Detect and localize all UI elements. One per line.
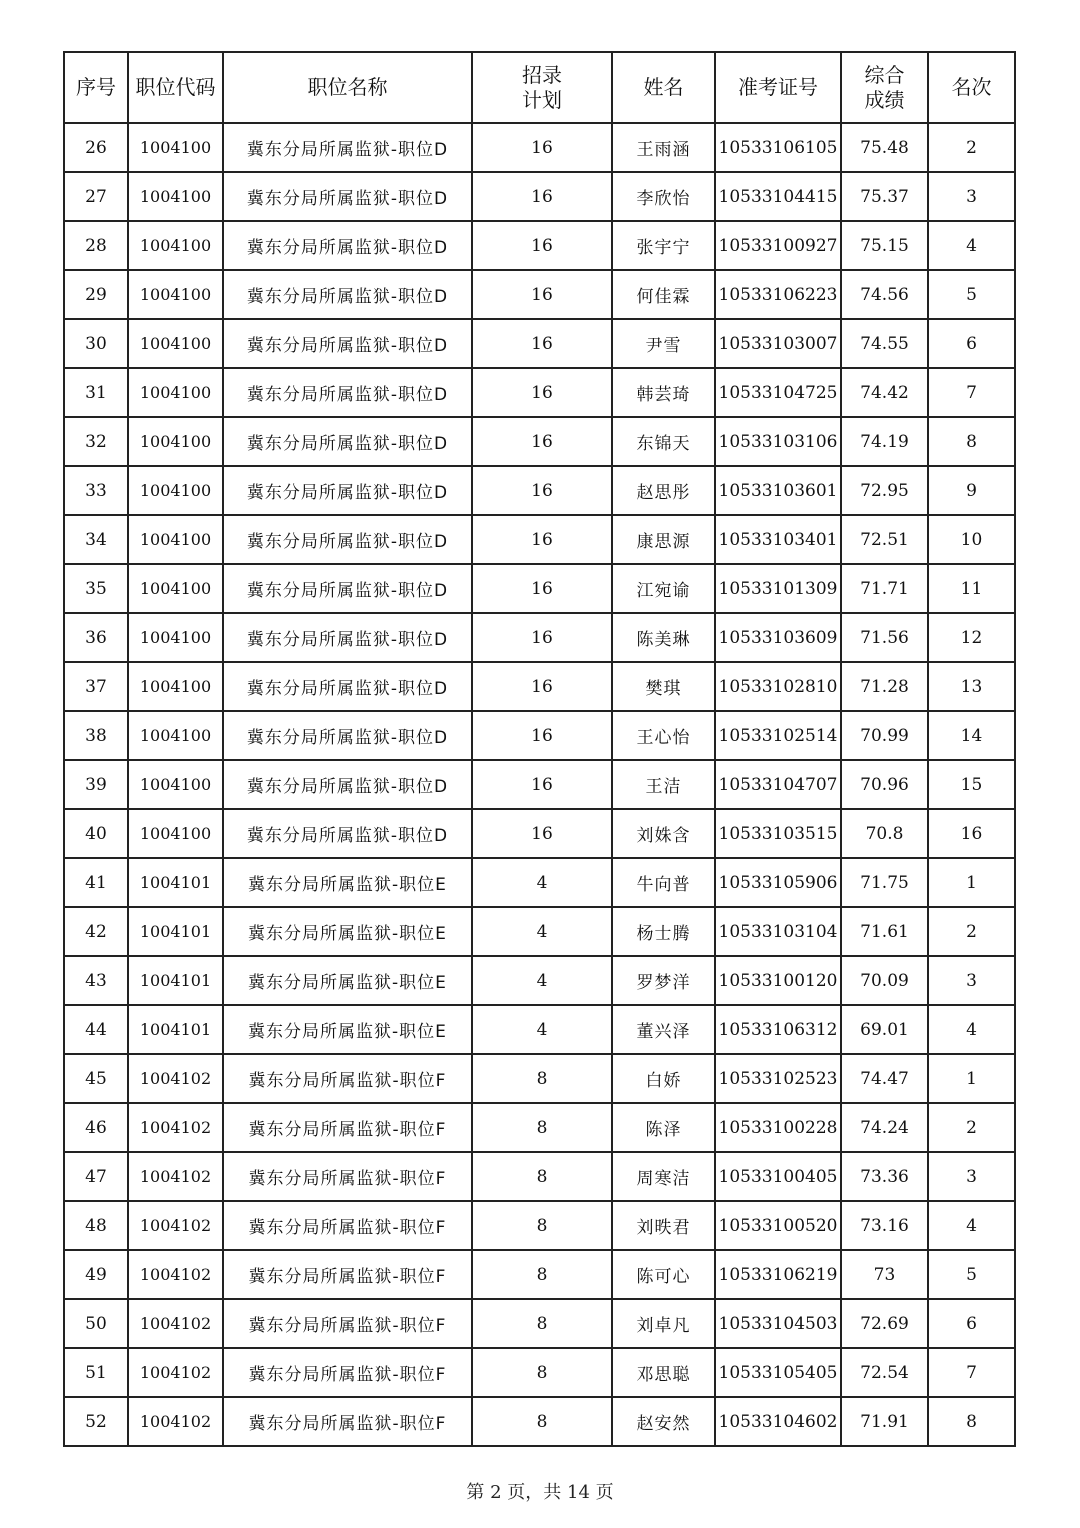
cell-code: 1004101 <box>128 1005 223 1054</box>
cell-score: 70.99 <box>841 711 928 760</box>
cell-score: 74.56 <box>841 270 928 319</box>
cell-code: 1004100 <box>128 417 223 466</box>
header-seq: 序号 <box>64 52 128 123</box>
cell-code: 1004102 <box>128 1201 223 1250</box>
cell-plan: 16 <box>472 515 612 564</box>
cell-seq: 42 <box>64 907 128 956</box>
cell-code: 1004102 <box>128 1299 223 1348</box>
cell-score: 72.51 <box>841 515 928 564</box>
cell-exam-id: 10533106223 <box>715 270 841 319</box>
cell-name: 白娇 <box>612 1054 715 1103</box>
cell-exam-id: 10533103401 <box>715 515 841 564</box>
cell-plan: 4 <box>472 1005 612 1054</box>
cell-plan: 4 <box>472 907 612 956</box>
cell-rank: 16 <box>928 809 1015 858</box>
cell-name: 陈泽 <box>612 1103 715 1152</box>
cell-rank: 5 <box>928 270 1015 319</box>
cell-position: 冀东分局所属监狱-职位D <box>223 711 472 760</box>
table-row <box>64 221 1015 270</box>
cell-seq: 26 <box>64 123 128 172</box>
table-row <box>64 564 1015 613</box>
cell-exam-id: 10533103104 <box>715 907 841 956</box>
header-score <box>841 52 928 123</box>
cell-seq: 44 <box>64 1005 128 1054</box>
cell-rank: 2 <box>928 907 1015 956</box>
cell-name: 陈美琳 <box>612 613 715 662</box>
header-score-text <box>865 63 905 113</box>
cell-position: 冀东分局所属监狱-职位E <box>223 858 472 907</box>
cell-position: 冀东分局所属监狱-职位E <box>223 1005 472 1054</box>
header-name: 姓名 <box>612 52 715 123</box>
cell-seq: 38 <box>64 711 128 760</box>
table-row <box>64 515 1015 564</box>
cell-exam-id: 10533104602 <box>715 1397 841 1446</box>
table-row <box>64 662 1015 711</box>
table-row <box>64 1103 1015 1152</box>
cell-seq: 36 <box>64 613 128 662</box>
cell-plan: 16 <box>472 417 612 466</box>
cell-name: 王洁 <box>612 760 715 809</box>
cell-code: 1004100 <box>128 564 223 613</box>
cell-rank: 1 <box>928 858 1015 907</box>
cell-exam-id: 10533103007 <box>715 319 841 368</box>
table-row <box>64 858 1015 907</box>
cell-seq: 49 <box>64 1250 128 1299</box>
cell-exam-id: 10533103515 <box>715 809 841 858</box>
cell-score: 72.69 <box>841 1299 928 1348</box>
table-row <box>64 123 1015 172</box>
cell-score: 70.96 <box>841 760 928 809</box>
cell-name: 王雨涵 <box>612 123 715 172</box>
cell-rank: 4 <box>928 1201 1015 1250</box>
cell-exam-id: 10533103609 <box>715 613 841 662</box>
cell-code: 1004100 <box>128 368 223 417</box>
cell-position: 冀东分局所属监狱-职位D <box>223 123 472 172</box>
cell-position: 冀东分局所属监狱-职位E <box>223 956 472 1005</box>
table-row <box>64 1250 1015 1299</box>
table-row <box>64 172 1015 221</box>
cell-rank: 14 <box>928 711 1015 760</box>
cell-code: 1004100 <box>128 613 223 662</box>
table-row <box>64 711 1015 760</box>
cell-rank: 4 <box>928 1005 1015 1054</box>
cell-plan: 8 <box>472 1103 612 1152</box>
cell-score: 72.95 <box>841 466 928 515</box>
cell-name: 何佳霖 <box>612 270 715 319</box>
cell-position: 冀东分局所属监狱-职位F <box>223 1397 472 1446</box>
cell-name: 董兴泽 <box>612 1005 715 1054</box>
cell-rank: 6 <box>928 1299 1015 1348</box>
cell-position: 冀东分局所属监狱-职位F <box>223 1348 472 1397</box>
cell-score: 74.47 <box>841 1054 928 1103</box>
cell-exam-id: 10533106105 <box>715 123 841 172</box>
cell-score: 73 <box>841 1250 928 1299</box>
cell-name: 张宇宁 <box>612 221 715 270</box>
cell-seq: 35 <box>64 564 128 613</box>
cell-rank: 5 <box>928 1250 1015 1299</box>
cell-score: 70.8 <box>841 809 928 858</box>
table-row <box>64 1152 1015 1201</box>
cell-position: 冀东分局所属监狱-职位F <box>223 1299 472 1348</box>
cell-seq: 40 <box>64 809 128 858</box>
cell-seq: 43 <box>64 956 128 1005</box>
cell-code: 1004102 <box>128 1152 223 1201</box>
cell-rank: 2 <box>928 123 1015 172</box>
cell-position: 冀东分局所属监狱-职位F <box>223 1250 472 1299</box>
cell-name: 刘昳君 <box>612 1201 715 1250</box>
cell-score: 74.42 <box>841 368 928 417</box>
cell-plan: 16 <box>472 711 612 760</box>
cell-seq: 30 <box>64 319 128 368</box>
cell-plan: 4 <box>472 956 612 1005</box>
cell-name: 李欣怡 <box>612 172 715 221</box>
table-row <box>64 1397 1015 1446</box>
cell-name: 周寒洁 <box>612 1152 715 1201</box>
cell-exam-id: 10533105405 <box>715 1348 841 1397</box>
cell-exam-id: 10533106219 <box>715 1250 841 1299</box>
header-row <box>64 52 1015 123</box>
cell-score: 71.56 <box>841 613 928 662</box>
cell-code: 1004100 <box>128 466 223 515</box>
cell-seq: 29 <box>64 270 128 319</box>
cell-code: 1004100 <box>128 515 223 564</box>
cell-code: 1004102 <box>128 1397 223 1446</box>
cell-score: 70.09 <box>841 956 928 1005</box>
cell-seq: 48 <box>64 1201 128 1250</box>
cell-exam-id: 10533106312 <box>715 1005 841 1054</box>
cell-plan: 16 <box>472 221 612 270</box>
cell-exam-id: 10533100520 <box>715 1201 841 1250</box>
header-rank: 名次 <box>928 52 1015 123</box>
cell-name: 刘卓凡 <box>612 1299 715 1348</box>
cell-code: 1004100 <box>128 123 223 172</box>
cell-plan: 8 <box>472 1299 612 1348</box>
table-row <box>64 907 1015 956</box>
cell-score: 74.55 <box>841 319 928 368</box>
cell-position: 冀东分局所属监狱-职位D <box>223 564 472 613</box>
cell-code: 1004100 <box>128 760 223 809</box>
cell-name: 赵思彤 <box>612 466 715 515</box>
cell-code: 1004102 <box>128 1054 223 1103</box>
cell-name: 赵安然 <box>612 1397 715 1446</box>
cell-plan: 16 <box>472 662 612 711</box>
cell-plan: 16 <box>472 613 612 662</box>
cell-score: 72.54 <box>841 1348 928 1397</box>
cell-seq: 33 <box>64 466 128 515</box>
cell-plan: 8 <box>472 1250 612 1299</box>
cell-exam-id: 10533104707 <box>715 760 841 809</box>
cell-name: 杨士腾 <box>612 907 715 956</box>
cell-score: 71.28 <box>841 662 928 711</box>
table-row <box>64 1201 1015 1250</box>
cell-plan: 8 <box>472 1397 612 1446</box>
cell-plan: 16 <box>472 319 612 368</box>
cell-rank: 3 <box>928 1152 1015 1201</box>
cell-code: 1004100 <box>128 172 223 221</box>
table-row <box>64 809 1015 858</box>
cell-seq: 32 <box>64 417 128 466</box>
cell-name: 罗梦洋 <box>612 956 715 1005</box>
cell-score: 75.48 <box>841 123 928 172</box>
cell-rank: 9 <box>928 466 1015 515</box>
cell-name: 王心怡 <box>612 711 715 760</box>
cell-rank: 2 <box>928 1103 1015 1152</box>
cell-position: 冀东分局所属监狱-职位F <box>223 1103 472 1152</box>
cell-score: 74.19 <box>841 417 928 466</box>
cell-seq: 52 <box>64 1397 128 1446</box>
cell-score: 71.91 <box>841 1397 928 1446</box>
cell-plan: 16 <box>472 368 612 417</box>
cell-seq: 27 <box>64 172 128 221</box>
cell-name: 刘姝含 <box>612 809 715 858</box>
cell-exam-id: 10533105906 <box>715 858 841 907</box>
cell-position: 冀东分局所属监狱-职位D <box>223 613 472 662</box>
cell-exam-id: 10533102514 <box>715 711 841 760</box>
cell-code: 1004100 <box>128 711 223 760</box>
cell-plan: 16 <box>472 123 612 172</box>
cell-exam-id: 10533104503 <box>715 1299 841 1348</box>
table-row <box>64 1054 1015 1103</box>
cell-rank: 12 <box>928 613 1015 662</box>
cell-position: 冀东分局所属监狱-职位D <box>223 172 472 221</box>
cell-rank: 1 <box>928 1054 1015 1103</box>
cell-plan: 16 <box>472 466 612 515</box>
page-footer: 第 2 页，共 14 页 <box>466 1482 614 1503</box>
results-table <box>63 51 1016 1447</box>
cell-position: 冀东分局所属监狱-职位D <box>223 466 472 515</box>
cell-code: 1004100 <box>128 662 223 711</box>
cell-code: 1004100 <box>128 221 223 270</box>
cell-seq: 50 <box>64 1299 128 1348</box>
header-code: 职位代码 <box>128 52 223 123</box>
cell-score: 73.36 <box>841 1152 928 1201</box>
cell-seq: 37 <box>64 662 128 711</box>
cell-rank: 4 <box>928 221 1015 270</box>
cell-name: 江宛谕 <box>612 564 715 613</box>
cell-rank: 3 <box>928 172 1015 221</box>
cell-position: 冀东分局所属监狱-职位D <box>223 417 472 466</box>
cell-seq: 28 <box>64 221 128 270</box>
header-plan <box>472 52 612 123</box>
cell-plan: 16 <box>472 809 612 858</box>
table-row <box>64 1348 1015 1397</box>
cell-exam-id: 10533103601 <box>715 466 841 515</box>
cell-score: 71.61 <box>841 907 928 956</box>
cell-position: 冀东分局所属监狱-职位D <box>223 368 472 417</box>
cell-position: 冀东分局所属监狱-职位E <box>223 907 472 956</box>
cell-position: 冀东分局所属监狱-职位D <box>223 270 472 319</box>
table-row <box>64 1005 1015 1054</box>
table-row <box>64 613 1015 662</box>
table-row <box>64 319 1015 368</box>
cell-plan: 8 <box>472 1201 612 1250</box>
cell-seq: 45 <box>64 1054 128 1103</box>
cell-rank: 15 <box>928 760 1015 809</box>
cell-position: 冀东分局所属监狱-职位D <box>223 662 472 711</box>
cell-score: 71.75 <box>841 858 928 907</box>
cell-position: 冀东分局所属监狱-职位F <box>223 1054 472 1103</box>
cell-exam-id: 10533100228 <box>715 1103 841 1152</box>
cell-score: 75.37 <box>841 172 928 221</box>
cell-rank: 7 <box>928 368 1015 417</box>
cell-exam-id: 10533101309 <box>715 564 841 613</box>
cell-name: 牛向普 <box>612 858 715 907</box>
cell-exam-id: 10533102810 <box>715 662 841 711</box>
cell-seq: 31 <box>64 368 128 417</box>
cell-exam-id: 10533103106 <box>715 417 841 466</box>
cell-seq: 47 <box>64 1152 128 1201</box>
table-row <box>64 1299 1015 1348</box>
table-row <box>64 368 1015 417</box>
cell-rank: 6 <box>928 319 1015 368</box>
cell-plan: 16 <box>472 270 612 319</box>
cell-seq: 34 <box>64 515 128 564</box>
cell-code: 1004102 <box>128 1348 223 1397</box>
cell-code: 1004102 <box>128 1250 223 1299</box>
cell-exam-id: 10533100927 <box>715 221 841 270</box>
cell-score: 73.16 <box>841 1201 928 1250</box>
header-exam-id: 准考证号 <box>715 52 841 123</box>
cell-exam-id: 10533102523 <box>715 1054 841 1103</box>
cell-rank: 13 <box>928 662 1015 711</box>
cell-position: 冀东分局所属监狱-职位D <box>223 809 472 858</box>
cell-plan: 16 <box>472 564 612 613</box>
header-position: 职位名称 <box>223 52 472 123</box>
cell-seq: 51 <box>64 1348 128 1397</box>
table-body <box>64 123 1015 1446</box>
cell-name: 韩芸琦 <box>612 368 715 417</box>
cell-code: 1004100 <box>128 270 223 319</box>
cell-rank: 7 <box>928 1348 1015 1397</box>
cell-score: 71.71 <box>841 564 928 613</box>
cell-seq: 46 <box>64 1103 128 1152</box>
header-score-line2: 成绩 <box>864 87 905 112</box>
cell-position: 冀东分局所属监狱-职位D <box>223 221 472 270</box>
cell-name: 东锦天 <box>612 417 715 466</box>
cell-position: 冀东分局所属监狱-职位F <box>223 1152 472 1201</box>
header-plan-text <box>522 63 562 113</box>
table-header <box>64 52 1015 123</box>
cell-plan: 8 <box>472 1054 612 1103</box>
cell-name: 陈可心 <box>612 1250 715 1299</box>
table-row <box>64 956 1015 1005</box>
cell-code: 1004101 <box>128 858 223 907</box>
cell-exam-id: 10533100405 <box>715 1152 841 1201</box>
cell-score: 74.24 <box>841 1103 928 1152</box>
cell-code: 1004100 <box>128 319 223 368</box>
cell-score: 75.15 <box>841 221 928 270</box>
cell-plan: 8 <box>472 1152 612 1201</box>
cell-name: 邓思聪 <box>612 1348 715 1397</box>
cell-name: 康思源 <box>612 515 715 564</box>
cell-name: 尹雪 <box>612 319 715 368</box>
cell-code: 1004101 <box>128 907 223 956</box>
header-plan-line2: 计划 <box>522 87 562 112</box>
cell-rank: 3 <box>928 956 1015 1005</box>
cell-exam-id: 10533104725 <box>715 368 841 417</box>
cell-position: 冀东分局所属监狱-职位D <box>223 515 472 564</box>
cell-score: 69.01 <box>841 1005 928 1054</box>
table-row <box>64 417 1015 466</box>
cell-plan: 16 <box>472 760 612 809</box>
header-plan-line1: 招录 <box>522 62 562 87</box>
cell-plan: 16 <box>472 172 612 221</box>
cell-name: 樊琪 <box>612 662 715 711</box>
cell-plan: 8 <box>472 1348 612 1397</box>
cell-rank: 11 <box>928 564 1015 613</box>
cell-exam-id: 10533104415 <box>715 172 841 221</box>
cell-code: 1004100 <box>128 809 223 858</box>
cell-rank: 10 <box>928 515 1015 564</box>
cell-seq: 39 <box>64 760 128 809</box>
cell-position: 冀东分局所属监狱-职位D <box>223 760 472 809</box>
cell-plan: 4 <box>472 858 612 907</box>
table-row <box>64 270 1015 319</box>
table-row <box>64 760 1015 809</box>
cell-exam-id: 10533100120 <box>715 956 841 1005</box>
cell-seq: 41 <box>64 858 128 907</box>
cell-code: 1004101 <box>128 956 223 1005</box>
cell-position: 冀东分局所属监狱-职位F <box>223 1201 472 1250</box>
cell-rank: 8 <box>928 1397 1015 1446</box>
cell-code: 1004102 <box>128 1103 223 1152</box>
header-score-line1: 综合 <box>864 62 905 87</box>
table-row <box>64 466 1015 515</box>
cell-position: 冀东分局所属监狱-职位D <box>223 319 472 368</box>
cell-rank: 8 <box>928 417 1015 466</box>
